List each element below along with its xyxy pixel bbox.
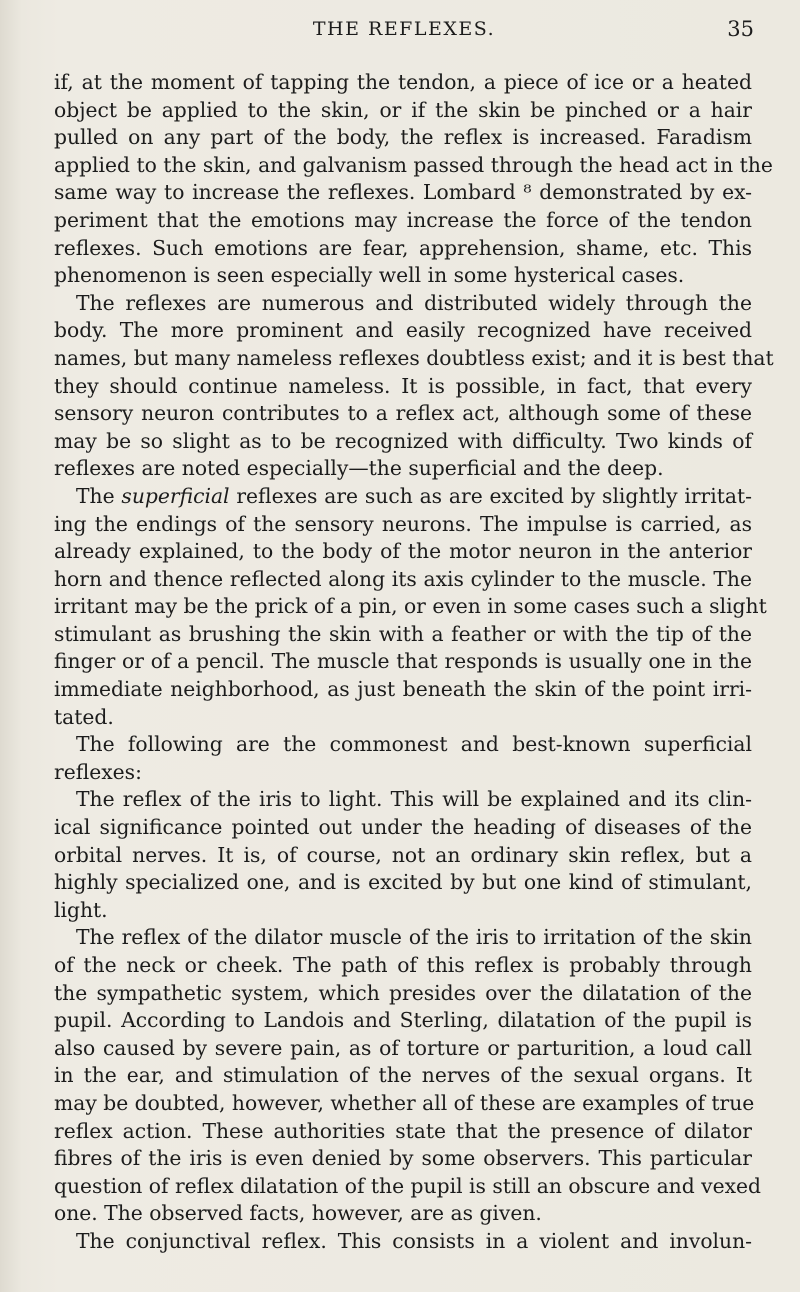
text-line: body. The more prominent and easily recognized have received (54, 318, 752, 343)
text-line: reflex action. These authorities state that the presence of dilator (54, 1118, 752, 1143)
text-line: question of reflex dilatation of the pupil is still an obscure and vexed (54, 1173, 762, 1198)
text-line: the sympathetic system, which presides over the dilatation of the (54, 980, 752, 1005)
text-line: periment that the emotions may increase the force of the tendon (54, 207, 752, 232)
text-line: orbital nerves. It is, of course, not an ordinary skin reflex, but a (54, 842, 752, 867)
text-line: pupil. According to Landois and Sterling, dilatation of the pupil is (54, 1008, 752, 1033)
text-line: The reflex of the iris to light. This will be explained and its clin- (76, 787, 752, 812)
text-line: of the neck or cheek. The path of this reflex is probably through (54, 953, 752, 977)
text-line: reflexes: (54, 759, 142, 784)
text-line: reflexes are noted especially—the superficial and the deep. (54, 456, 664, 481)
text-line: one. The observed facts, however, are as given. (54, 1201, 542, 1226)
text-line: object be applied to the skin, or if the skin be pinched or a hair (54, 97, 752, 122)
running-title: THE REFLEXES. (312, 18, 496, 40)
text-line: finger or of a pencil. The muscle that responds is usually one in the (54, 649, 752, 674)
text-line: names, but many nameless reflexes doubtless exist; and it is best that (54, 345, 774, 370)
running-header (54, 18, 754, 48)
italic-term: superficial (121, 483, 230, 508)
text-line: may be doubted, however, whether all of these are examples of true (54, 1090, 755, 1115)
text-line: may be so slight as to be recognized with difficulty. Two kinds of (54, 428, 752, 453)
text-line: light. (54, 897, 108, 922)
text-line: if, at the moment of tapping the tendon, a piece of ice or a heated (54, 70, 752, 94)
text-line: tated. (54, 704, 114, 729)
text-line: also caused by severe pain, as of torture or parturition, a loud call (54, 1035, 752, 1060)
text-line: applied to the skin, and galvanism passed through the head act in the (54, 152, 773, 177)
text-line: phenomenon is seen especially well in some hysterical cases. (54, 263, 685, 288)
text-line: fibres of the iris is even denied by some observers. This particular (54, 1146, 752, 1171)
text-line: The conjunctival reflex. This consists in a violent and involun- (76, 1228, 752, 1253)
text-line: ical significance pointed out under the heading of diseases of the (54, 815, 752, 840)
text-line: stimulant as brushing the skin with a feather or with the tip of the (54, 621, 752, 646)
text-line: immediate neighborhood, as just beneath the skin of the point irri- (54, 677, 752, 702)
page-number: 35 (727, 17, 754, 41)
text-line: The reflex of the dilator muscle of the iris to irritation of the skin (76, 925, 752, 950)
text-line: same way to increase the reflexes. Lombard ⁸ demonstrated by ex- (54, 180, 752, 205)
text-line: pulled on any part of the body, the reflex is increased. Faradism (54, 125, 752, 150)
text-line: already explained, to the body of the motor neuron in the anterior (54, 539, 752, 564)
text-line: reflexes. Such emotions are fear, apprehension, shame, etc. This (54, 235, 752, 260)
text-line: highly specialized one, and is excited by but one kind of stimulant, (54, 870, 752, 895)
text-line: in the ear, and stimulation of the nerves of the sexual organs. It (54, 1063, 752, 1088)
text-line: The following are the commonest and best-known superficial (76, 732, 752, 757)
text-line: The superficial reflexes are such as are excited by slightly irritat- (76, 483, 752, 508)
text-line: horn and thence reflected along its axis cylinder to the muscle. The (54, 566, 752, 591)
text-line: they should continue nameless. It is possible, in fact, that every (54, 373, 752, 398)
body-text (54, 69, 774, 1256)
text-line: ing the endings of the sensory neurons. The impulse is carried, as (54, 511, 752, 536)
text-line: The reflexes are numerous and distributed widely through the (76, 290, 752, 315)
text-line: irritant may be the prick of a pin, or even in some cases such a slight (54, 594, 767, 619)
text-line: sensory neuron contributes to a reflex act, although some of these (54, 401, 752, 426)
